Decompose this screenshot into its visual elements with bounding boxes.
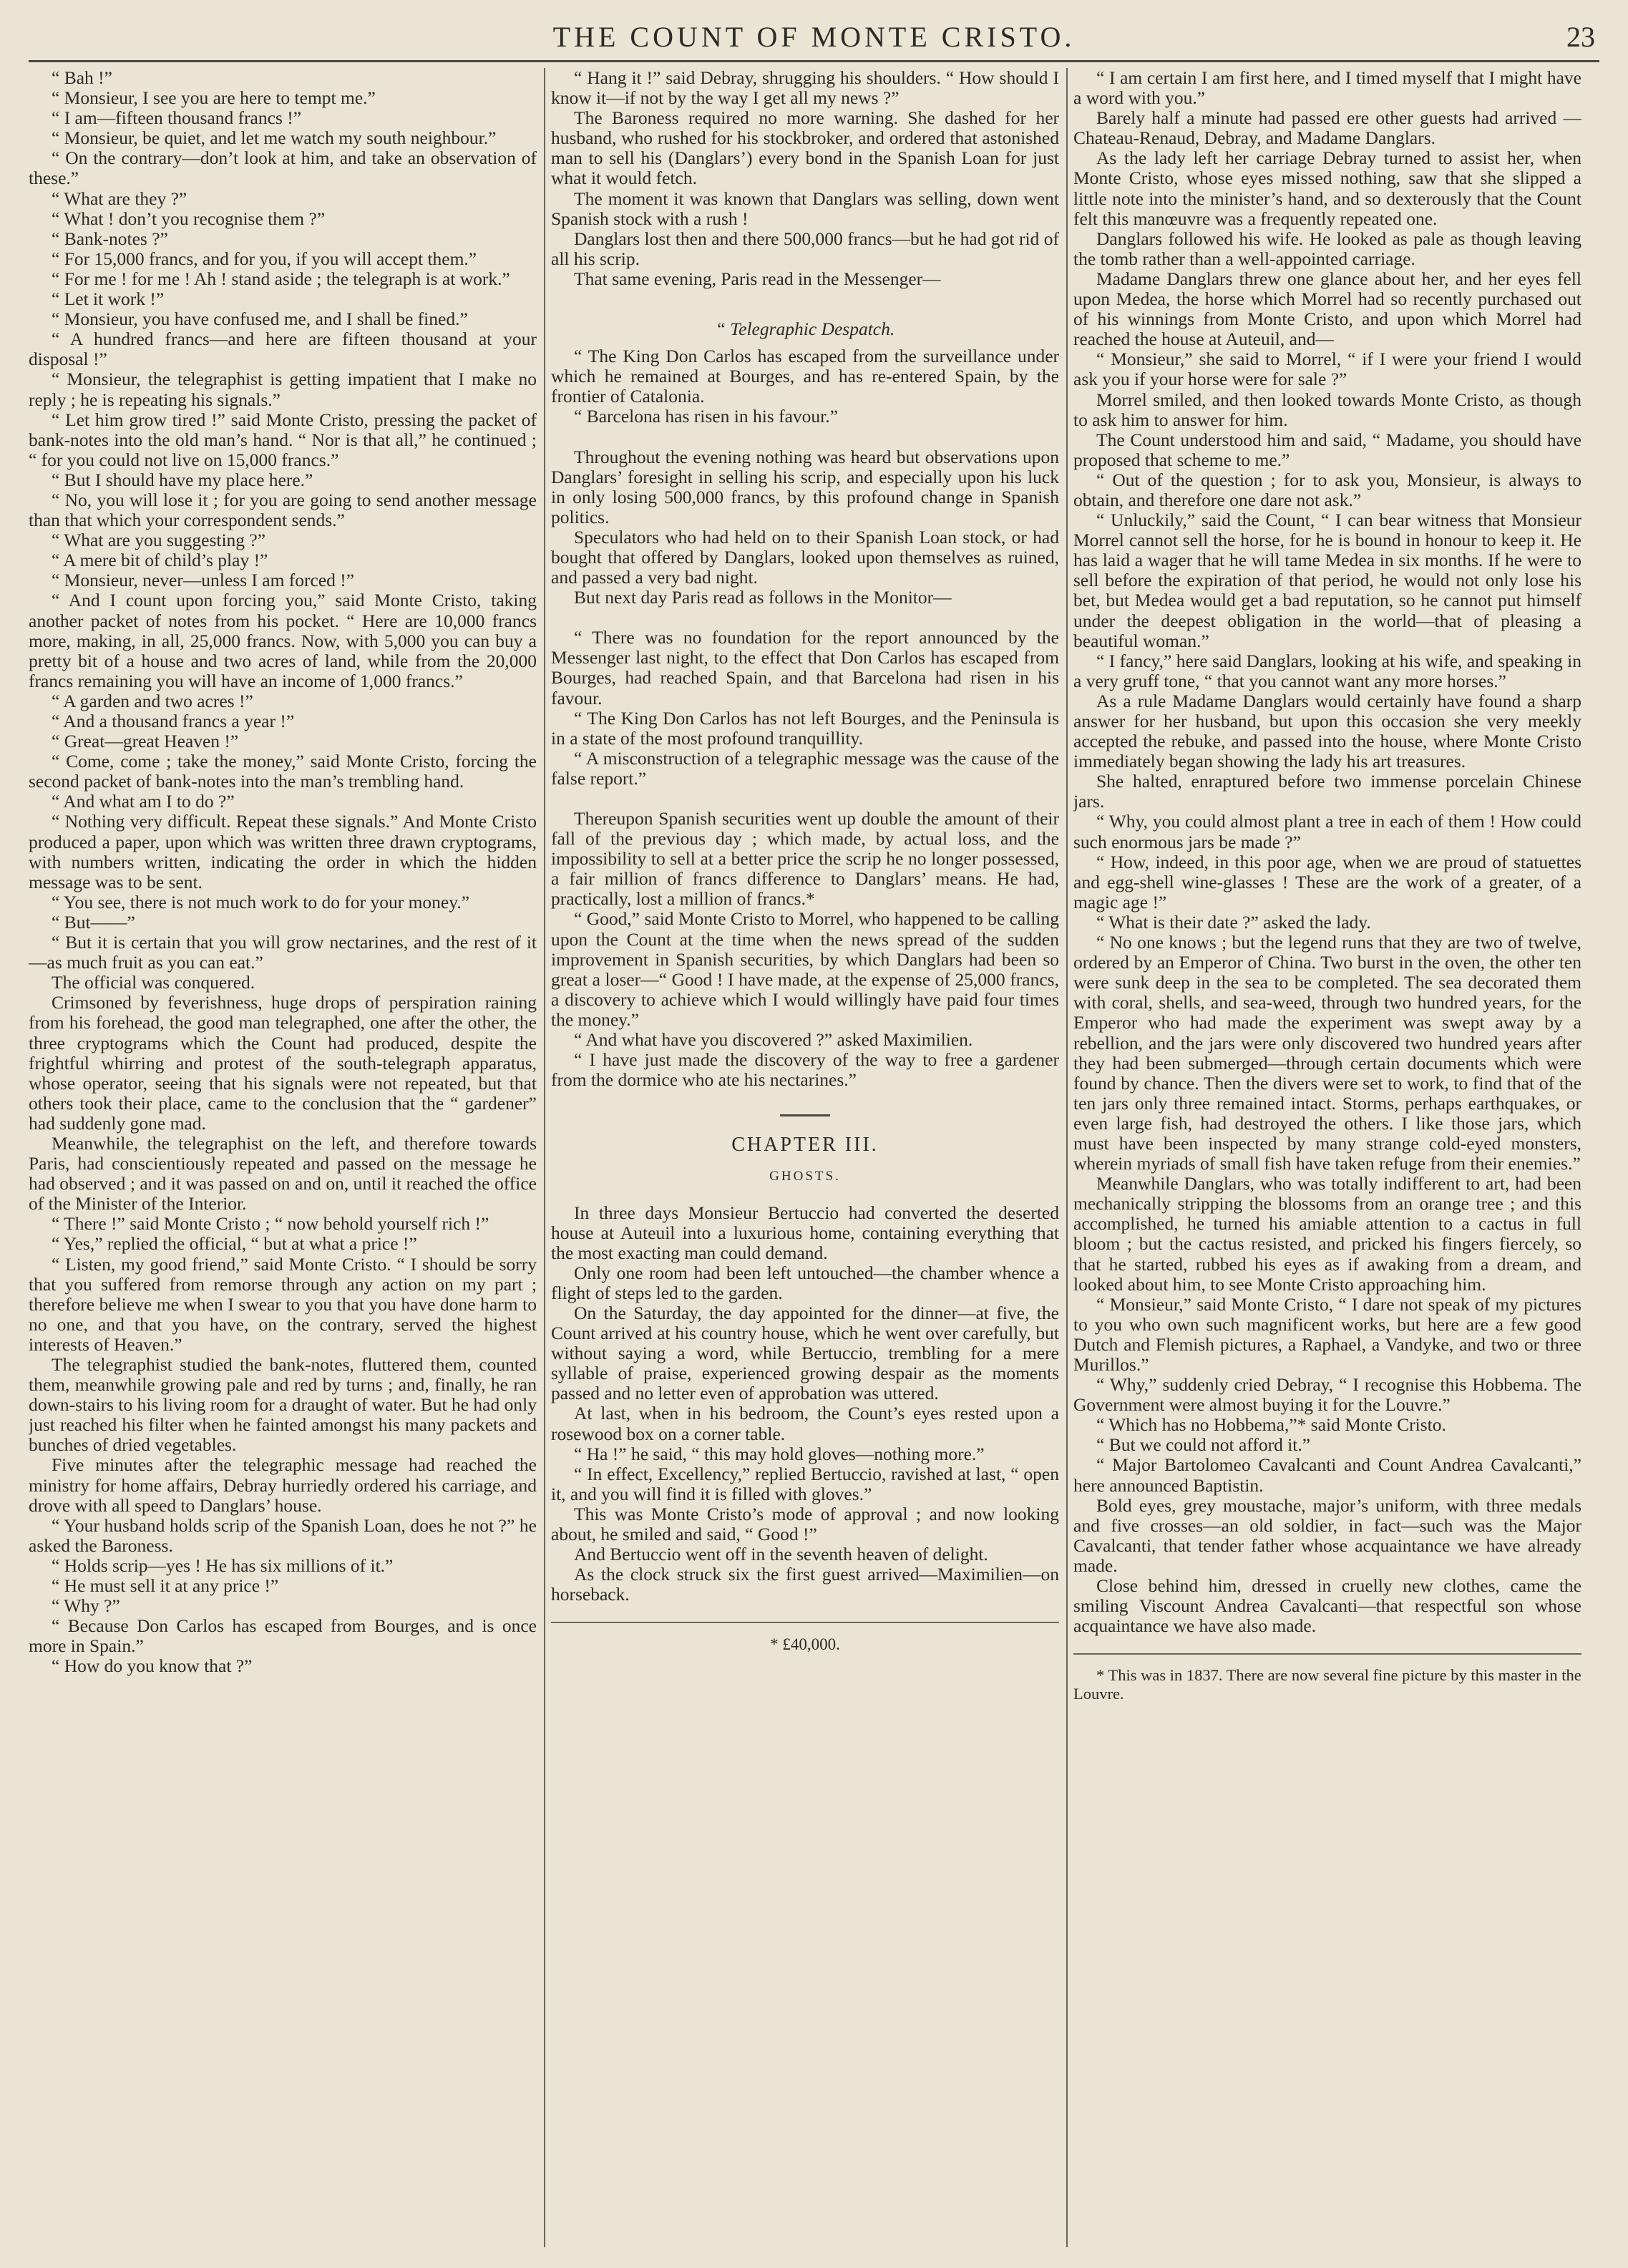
paragraph: “ On the contrary—don’t look at him, and take an observation of these.” [29, 147, 537, 189]
paragraph: “ Monsieur, never—unless I am forced !” [52, 570, 355, 591]
paragraph: “ No one knows ; but the legend runs that they are two of twelve, ordered by an Emperor of China. Two burst in the oven, the other ten were sunk deep in the sea to be completed. The sea decorated them with coral, shells, and sea-weed, through two hundred years, for the Emperor who had made the experiment was swept away by a rebellion, and the jars were only discovered two hundred years after they had been submerged—through certain documents which were found by chance. Then the divers were set to work, to find that of the ten jars only three remained intact. Storms, perhaps earthquakes, or even large fish, had destroyed the others. I like those jars, which must have been inspected by many strange cold-eyed monsters, wherein myriads of small fish have taken refuge from their enemies.” [1073, 932, 1581, 1174]
paragraph: Meanwhile Danglars, who was totally indifferent to art, had been mechanically stripping the blossoms from an orange tree ; and this accomplished, he turned his amiable attention to a cactus in full bloom ; but the cactus resisted, and pricked his fingers fiercely, so that he started, rubbed his eyes as if awaking from a dream, and looked about him, to see Monte Cristo approaching him. [1073, 1173, 1581, 1295]
paragraph: “ Monsieur,” she said to Morrel, “ if I were your friend I would ask you if your horse were for sale ?” [1073, 349, 1581, 390]
column-3 [1073, 68, 1581, 2247]
chapter-title: CHAPTER III. [731, 1134, 879, 1157]
spacer [551, 289, 1059, 309]
column-2-text-c [551, 447, 1059, 608]
column-2-text-a [551, 68, 1059, 289]
paragraph: “ Monsieur, the telegraphist is getting impatient that I make no reply ; he is repeating his signals.” [29, 369, 537, 410]
paragraph: But next day Paris read as follows in the Monitor— [574, 587, 952, 608]
footnote: * £40,000. [770, 1635, 840, 1654]
paragraph: “ In effect, Excellency,” replied Bertuccio, ravished at last, “ open it, and you will find it is filled with gloves.” [551, 1463, 1059, 1504]
paragraph: “ Ha !” he said, “ this may hold gloves—nothing more.” [574, 1443, 985, 1464]
paragraph: Close behind him, dressed in cruelly new clothes, came the smiling Viscount Andrea Cavalcanti—that respectful son whose acquaintance we have also made. [1073, 1575, 1581, 1637]
footnote [1073, 1666, 1581, 1703]
paragraph: “ Bah !” [52, 68, 112, 88]
paragraph: The Count understood him and said, “ Madame, you should have proposed that scheme to me.” [1073, 429, 1581, 470]
paragraph: “ Bank-notes ?” [52, 228, 168, 249]
paragraph: “ I am—fifteen thousand francs !” [52, 107, 302, 129]
paragraph: “ Barcelona has risen in his favour.” [574, 406, 838, 427]
paragraph: “ A hundred francs—and here are fifteen thousand at your disposal !” [29, 328, 537, 370]
paragraph: “ Monsieur, I see you are here to tempt me.” [52, 87, 376, 109]
paragraph: Meanwhile, the telegraphist on the left, and therefore towards Paris, had conscientiously repeated and passed on the message he had observed ; and it was passed on and on, until it reached the office of the Minister of the Interior. [29, 1132, 537, 1215]
paragraph: “ Because Don Carlos has escaped from Bourges, and is once more in Spain.” [29, 1615, 537, 1657]
monitor-text [551, 628, 1059, 789]
paragraph: “ I fancy,” here said Danglars, looking at his wife, and speaking in a very gruff tone, “ that you cannot want any more horses.” [1073, 650, 1581, 691]
paragraph: On the Saturday, the day appointed for the dinner—at five, the Count arrived at his country house, which he went over carefully, but without saying a word, while Bertuccio, trembling for a mere syllable of praise, experienced growing despair as the moments passed and no letter even of approbation was uttered. [551, 1302, 1059, 1404]
paragraph: “ And what have you discovered ?” asked Maximilien. [574, 1029, 973, 1051]
paragraph: Crimsoned by feverishness, huge drops of perspiration raining from his forehead, the good man telegraphed, one after the other, the three cryptograms which the Count had produced, despite the frightful whirring and protest of the south-telegraph apparatus, whose operator, seeing that his signals were not repeated, but that others took their place, came to the conclusion that the “ gardener” had suddenly gone mad. [29, 992, 537, 1134]
paragraph: As the lady left her carriage Debray turned to assist her, when Monte Cristo, whose eyes missed nothing, saw that she slipped a little note into the minister’s hand, and so dexterously that the Count felt this manœuvre was a frequently repeated one. [1073, 147, 1581, 229]
paragraph: “ Yes,” replied the official, “ but at what a price !” [52, 1233, 417, 1255]
paragraph: “ A misconstruction of a telegraphic message was the cause of the false report.” [551, 747, 1059, 789]
paragraph: “ But it is certain that you will grow nectarines, and the rest of it—as much fruit as you can eat.” [29, 932, 537, 973]
paragraph: “ There !” said Monte Cristo ; “ now behold yourself rich !” [52, 1213, 489, 1235]
paragraph: “ Which has no Hobbema,”* said Monte Cristo. [1096, 1414, 1446, 1436]
chapter-text [551, 1203, 1059, 1605]
paragraph: “ Nothing very difficult. Repeat these signals.” And Monte Cristo produced a paper, upon which was written three drawn cryptograms, with numbers written, indicating the order in which the hidden message was to be sent. [29, 811, 537, 892]
paragraph: That same evening, Paris read in the Messenger— [574, 268, 941, 289]
paragraph: At last, when in his bedroom, the Count’s eyes rested upon a rosewood box on a corner table. [551, 1403, 1059, 1444]
paragraph: Five minutes after the telegraphic message had reached the ministry for home affairs, Debray hurriedly ordered his carriage, and drove with all speed to Danglars’ house. [29, 1454, 537, 1516]
paragraph: “ How do you know that ?” [52, 1655, 253, 1677]
paragraph: And Bertuccio went off in the seventh heaven of delight. [574, 1544, 988, 1565]
paragraph: As a rule Madame Danglars would certainly have found a sharp answer for her husband, but upon this occasion she very meekly accepted the rebuke, and passed into the house, where Monte Cristo immediately began showing the lady his art treasures. [1073, 690, 1581, 772]
paragraph: “ What are you suggesting ?” [52, 530, 266, 551]
paragraph: Bold eyes, grey moustache, major’s uniform, with three medals and five crosses—an old soldier, in fact—such was the Major Cavalcanti, that tender father whose acquaintance we have already made. [1073, 1494, 1581, 1576]
paragraph: Danglars followed his wife. He looked as pale as though leaving the tomb rather than a well-appointed carriage. [1073, 228, 1581, 269]
paragraph: “ He must sell it at any price !” [52, 1575, 279, 1597]
paragraph: “ You see, there is not much work to do for your money.” [52, 891, 470, 912]
paragraph: “ The King Don Carlos has not left Bourges, and the Peninsula is in a state of the most profound tranquillity. [551, 707, 1059, 749]
paragraph: In three days Monsieur Bertuccio had converted the deserted house at Auteuil into a luxurious home, containing everything that the most exacting man could demand. [551, 1202, 1059, 1263]
paragraph: The telegraphist studied the bank-notes, fluttered them, counted them, meanwhile growing pale and red by turns ; and, finally, he ran down-stairs to his living room for a draught of water. But he had only just reached his filter when he fainted amongst his many packets and bunches of dried vegetables. [29, 1354, 537, 1456]
paragraph: As the clock struck six the first guest arrived—Maximilien—on horseback. [551, 1564, 1059, 1605]
paragraph: “ Great—great Heaven !” [52, 731, 239, 752]
paragraph: Madame Danglars threw one glance about her, and her eyes fell upon Medea, the horse which Morrel had so recently purchased out of his winnings from Monte Cristo, and upon which Morrel had reached the house at Auteuil, and— [1073, 268, 1581, 350]
column-1-text [29, 68, 537, 1677]
paragraph: “ For 15,000 francs, and for you, if you will accept them.” [52, 248, 477, 269]
paragraph: “ What ! don’t you recognise them ?” [52, 208, 326, 229]
spacer [551, 789, 1059, 809]
paragraph: Throughout the evening nothing was heard but observations upon Danglars’ foresight in selling his scrip, and especially upon his luck in only losing 500,000 francs, by this profound change in Spanish politics. [551, 446, 1059, 527]
despatch-text [551, 346, 1059, 427]
column-2 [551, 68, 1059, 2247]
paragraph: “ Your husband holds scrip of the Spanish Loan, does he not ?” he asked the Baroness. [29, 1514, 537, 1556]
footnote-rule [1073, 1653, 1581, 1655]
paragraph: “ And a thousand francs a year !” [52, 711, 295, 731]
paragraph: “ What is their date ?” asked the lady. [1096, 911, 1371, 933]
page-header [29, 16, 1599, 62]
chapter-subtitle: GHOSTS. [769, 1169, 841, 1184]
paragraph: “ No, you will lose it ; for you are going to send another message than that which your correspondent sends.” [29, 489, 537, 531]
despatch-heading: “ Telegraphic Despatch. [715, 318, 895, 340]
spacer [551, 427, 1059, 447]
paragraph: “ What are they ?” [52, 188, 187, 209]
chapter-rule [780, 1114, 830, 1116]
column-2-text-e [551, 809, 1059, 1090]
paragraph: “ Unluckily,” said the Count, “ I can bear witness that Monsieur Morrel cannot sell the horse, for he is bound in honour to keep it. He has laid a wager that he will tame Medea in six months. If he were to sell before the expiration of that period, he would not only lose his bet, but Medea would get a bad reputation, so he cannot put himself under the deepest obligation in the world—that of pleasing a beautiful woman.” [1073, 510, 1581, 651]
paragraph: “ Listen, my good friend,” said Monte Cristo. “ I should be sorry that you suffered from remorse through any action on my part ; therefore believe me when I swear to you that you have done harm to no one, and that you have, on the contrary, served the highest interests of Heaven.” [29, 1253, 537, 1355]
paragraph: The official was conquered. [52, 972, 255, 993]
paragraph: “ Let him grow tired !” said Monte Cristo, pressing the packet of bank-notes into the old man’s hand. “ Nor is that all,” he continued ; “ for you could not live on 15,000 francs.” [29, 409, 537, 470]
column-1 [29, 68, 537, 2247]
paragraph: “ Monsieur,” said Monte Cristo, “ I dare not speak of my pictures to you who own such magnificent works, but here are a few good Dutch and Flemish pictures, a Raphael, a Vandyke, and two or three Murillos.” [1073, 1293, 1581, 1375]
paragraph: Morrel smiled, and then looked towards Monte Cristo, as though to ask him to answer for him. [1073, 389, 1581, 430]
paragraph: The moment it was known that Danglars was selling, down went Spanish stock with a rush ! [551, 188, 1059, 229]
paragraph: “ Why, you could almost plant a tree in each of them ! How could such enormous jars be made ?” [1073, 811, 1581, 852]
paragraph: “ For me ! for me ! Ah ! stand aside ; the telegraph is at work.” [52, 268, 510, 289]
paragraph: She halted, enraptured before two immense porcelain Chinese jars. [1073, 771, 1581, 812]
paragraph: “ And what am I to do ?” [52, 791, 235, 812]
paragraph: “ Let it work !” [52, 288, 165, 310]
paragraph: Thereupon Spanish securities went up double the amount of their fall of the previous day ; which made, by actual loss, and the impossibility to sell at a better price the scrip he no longer possessed, a fair million of francs difference to Danglars’ means. He had, practically, lost a million of francs.* [551, 808, 1059, 910]
paragraph: “ Monsieur, you have confused me, and I shall be fined.” [52, 308, 468, 330]
paragraph: “ A mere bit of child’s play !” [52, 550, 268, 571]
paragraph: The Baroness required no more warning. She dashed for her husband, who rushed for his stockbroker, and ordered that astonished man to sell his (Danglars’) every bond in the Spanish Loan for just what it would fetch. [551, 107, 1059, 189]
paragraph: Only one room had been left untouched—the chamber whence a flight of steps led to the garden. [551, 1262, 1059, 1303]
column-divider [1066, 68, 1068, 2247]
page-number: 23 [1566, 21, 1595, 53]
paragraph: “ The King Don Carlos has escaped from the surveillance under which he remained at Bourges, and has re-entered Spain, by the frontier of Catalonia. [551, 346, 1059, 407]
paragraph: “ Monsieur, be quiet, and let me watch my south neighbour.” [52, 127, 497, 149]
paragraph: “ And I count upon forcing you,” said Monte Cristo, taking another packet of notes from his pocket. “ Here are 10,000 francs more, making, in all, 25,000 francs. Now, with 5,000 you can buy a pretty bit of a house and two acres of land, while from the 20,000 francs remaining you will have an income of 1,000 francs.” [29, 590, 537, 691]
footnote-text: * This was in 1837. There are now several fine picture by this master in the Louvre. [1073, 1666, 1581, 1703]
paragraph: “ Good,” said Monte Cristo to Morrel, who happened to be calling upon the Count at the time when the news spread of the sudden improvement in Spanish securities, by which Danglars had been so great a loser—“ Good ! I have made, at the expense of 25,000 francs, a discovery to achieve which I would willingly have paid four times the money.” [551, 908, 1059, 1030]
paragraph: “ How, indeed, in this poor age, when we are proud of statuettes and egg-shell wine-glasses ! These are the work of a greater, of a magic age !” [1073, 851, 1581, 912]
running-title: THE COUNT OF MONTE CRISTO. [552, 21, 1076, 53]
column-3-text [1073, 68, 1581, 1636]
paragraph: Barely half a minute had passed ere other guests had arrived — Chateau-Renaud, Debray, and Madame Danglars. [1073, 107, 1581, 149]
paragraph: “ Come, come ; take the money,” said Monte Cristo, forcing the second packet of bank-notes into the man’s trembling hand. [29, 751, 537, 792]
paragraph: “ But——” [52, 911, 135, 933]
paragraph: “ I have just made the discovery of the way to free a gardener from the dormice who ate his nectarines.” [551, 1049, 1059, 1091]
paragraph: “ Holds scrip—yes ! He has six millions of it.” [52, 1554, 394, 1576]
paragraph: “ Out of the question ; for to ask you, Monsieur, is always to obtain, and therefore one dare not ask.” [1073, 469, 1581, 510]
paragraph: “ Hang it !” said Debray, shrugging his shoulders. “ How should I know it—if not by the way I get all my news ?” [551, 68, 1059, 109]
paragraph: Danglars lost then and there 500,000 francs—but he had got rid of all his scrip. [551, 228, 1059, 269]
paragraph: Speculators who had held on to their Spanish Loan stock, or had bought that offered by Danglars, looked upon themselves as ruined, and passed a very bad night. [551, 526, 1059, 588]
paragraph: “ A garden and two acres !” [52, 690, 253, 711]
paragraph: “ Why ?” [52, 1595, 120, 1617]
column-divider [544, 68, 545, 2247]
paragraph: “ But I should have my place here.” [52, 469, 313, 490]
paragraph: “ But we could not afford it.” [1096, 1434, 1311, 1456]
paragraph: “ I am certain I am first here, and I timed myself that I might have a word with you.” [1073, 68, 1581, 109]
spacer [551, 608, 1059, 628]
footnote-rule [551, 1622, 1059, 1623]
paragraph: This was Monte Cristo’s mode of approval ; and now looking about, he smiled and said, “ Good !” [551, 1503, 1059, 1544]
paragraph: “ Major Bartolomeo Cavalcanti and Count Andrea Cavalcanti,” here announced Baptistin. [1073, 1454, 1581, 1496]
paragraph: “ Why,” suddenly cried Debray, “ I recognise this Hobbema. The Government were almost buying it for the Louvre.” [1073, 1374, 1581, 1416]
paragraph: “ There was no foundation for the report announced by the Messenger last night, to the effect that Don Carlos has escaped from Bourges, had reached Spain, and that Barcelona had risen in his favour. [551, 627, 1059, 709]
